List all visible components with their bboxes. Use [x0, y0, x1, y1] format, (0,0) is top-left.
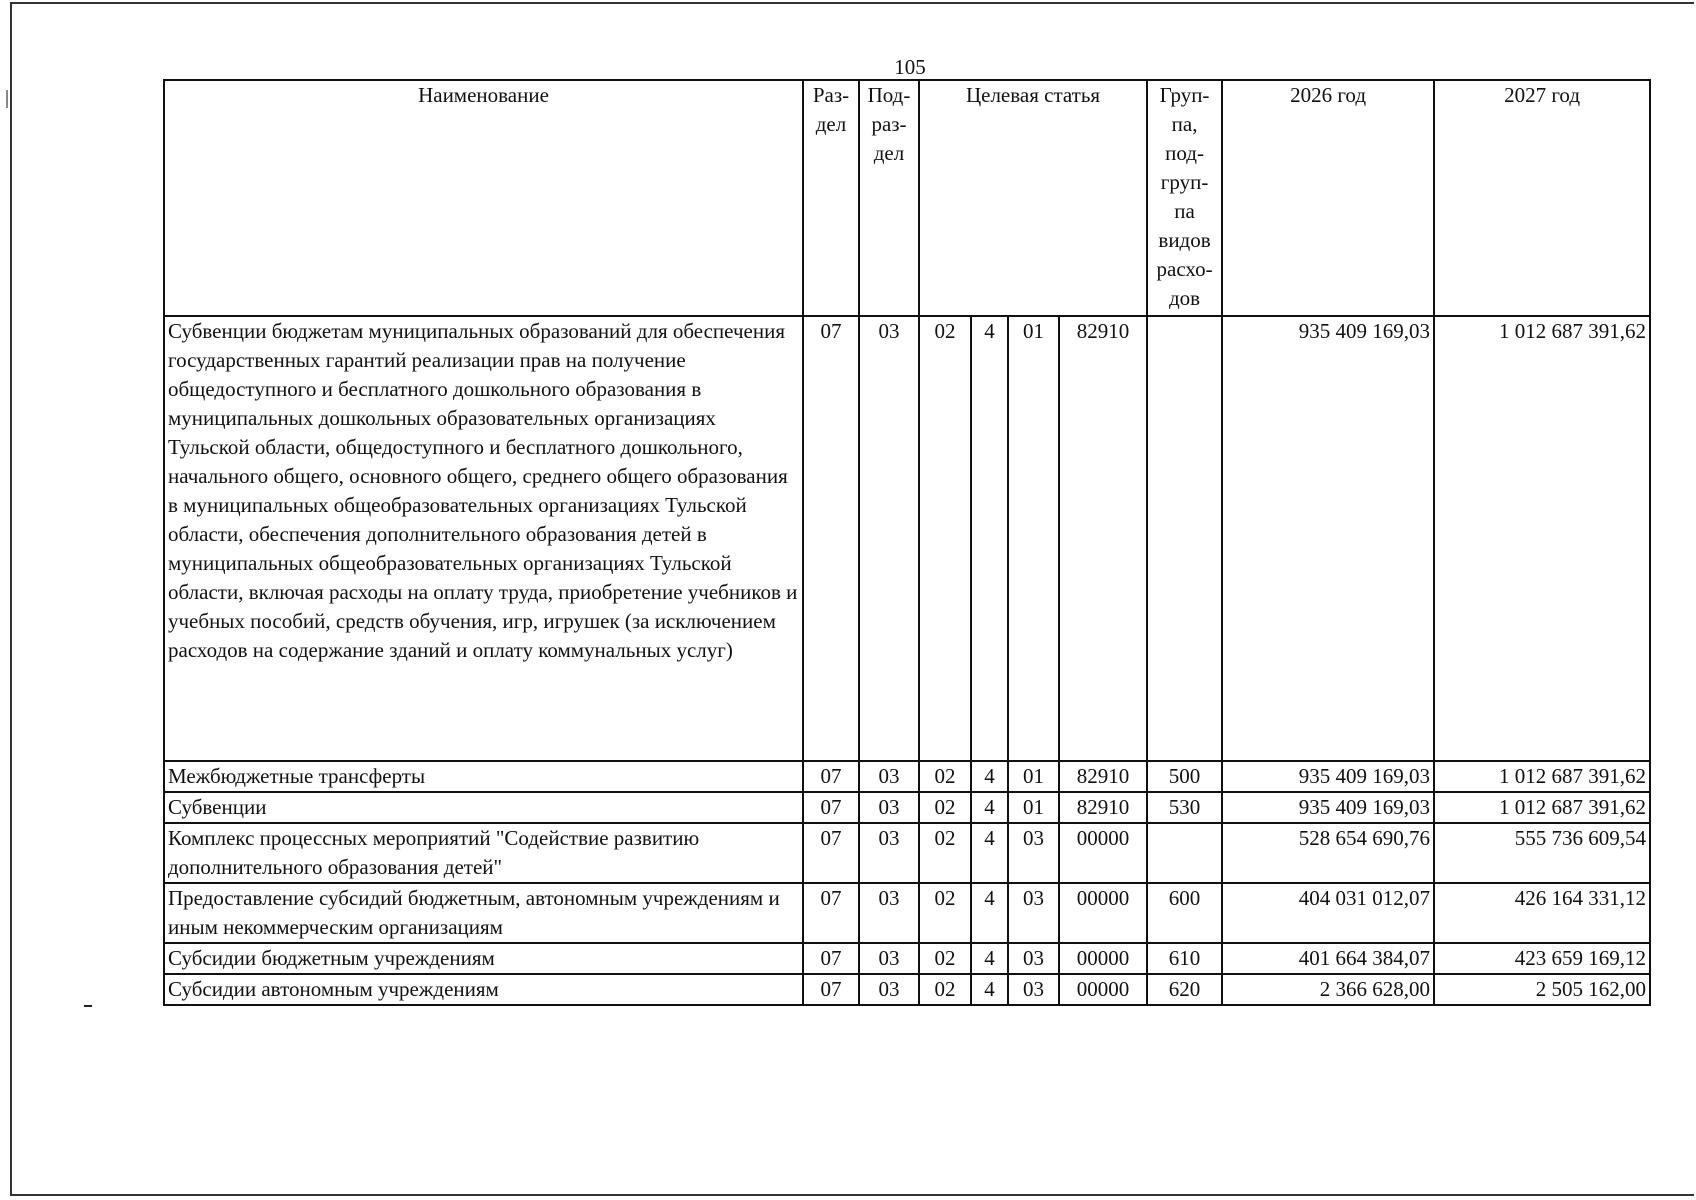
- row-podrazdel: 03: [859, 316, 919, 761]
- row-target-direction: 82910: [1059, 316, 1147, 761]
- row-podrazdel: 03: [859, 761, 919, 792]
- row-name: Межбюджетные трансферты: [164, 761, 803, 792]
- row-amount-2027: 1 012 687 391,62: [1434, 761, 1650, 792]
- row-target-complex: 01: [1008, 761, 1059, 792]
- row-target-type: 4: [971, 943, 1008, 974]
- row-expense-group: 610: [1147, 943, 1222, 974]
- row-target-program: 02: [919, 943, 971, 974]
- row-amount-2027: 423 659 169,12: [1434, 943, 1650, 974]
- row-podrazdel: 03: [859, 823, 919, 883]
- table-row: [164, 943, 1650, 974]
- row-razdel: 07: [803, 883, 859, 943]
- page-number: 105: [894, 55, 926, 79]
- row-target-complex: 03: [1008, 974, 1059, 1005]
- row-name: Предоставление субсидий бюджетным, автономным учреждениям и иным некоммерческим организациям: [164, 883, 803, 943]
- table-row: [164, 883, 1650, 943]
- row-name: Субвенции бюджетам муниципальных образований для обеспечения государственных гарантий реализации прав на получение общедоступного и бесплатного дошкольного образования в муниципальных дошкольных образовательных организациях Тульской области, общедоступного и бесплатного дошкольного, начального общего, основного общего, среднего общего образования в муниципальных общеобразовательных организациях Тульской области, обеспечения дополнительного образования детей в муниципальных общеобразовательных организациях Тульской области, включая расходы на оплату труда, приобретение учебников и учебных пособий, средств обучения, игр, игрушек (за исключением расходов на содержание зданий и оплату коммунальных услуг): [164, 316, 803, 761]
- row-podrazdel: 03: [859, 974, 919, 1005]
- row-target-type: 4: [971, 974, 1008, 1005]
- header-podrazdel: Под- раз- дел: [859, 80, 919, 316]
- header-name: Наименование: [164, 80, 803, 316]
- row-expense-group: [1147, 316, 1222, 761]
- table-row: [164, 823, 1650, 883]
- row-target-type: 4: [971, 316, 1008, 761]
- row-amount-2026: 404 031 012,07: [1222, 883, 1434, 943]
- table-row: [164, 316, 1650, 761]
- row-name: Комплекс процессных мероприятий "Содействие развитию дополнительного образования детей": [164, 823, 803, 883]
- row-name: Субвенции: [164, 792, 803, 823]
- row-target-program: 02: [919, 761, 971, 792]
- table-row: [164, 974, 1650, 1005]
- row-target-program: 02: [919, 823, 971, 883]
- row-target-direction: 00000: [1059, 883, 1147, 943]
- header-target-article: Целевая статья: [919, 80, 1147, 316]
- row-expense-group: 530: [1147, 792, 1222, 823]
- row-target-type: 4: [971, 883, 1008, 943]
- row-amount-2027: 1 012 687 391,62: [1434, 316, 1650, 761]
- row-target-direction: 00000: [1059, 943, 1147, 974]
- row-podrazdel: 03: [859, 883, 919, 943]
- table-row: [164, 792, 1650, 823]
- row-amount-2026: 401 664 384,07: [1222, 943, 1434, 974]
- row-expense-group: [1147, 823, 1222, 883]
- row-razdel: 07: [803, 792, 859, 823]
- row-razdel: 07: [803, 823, 859, 883]
- row-podrazdel: 03: [859, 943, 919, 974]
- header-year-2026: 2026 год: [1222, 80, 1434, 316]
- row-target-complex: 01: [1008, 792, 1059, 823]
- header-year-2027: 2027 год: [1434, 80, 1650, 316]
- header-row: [164, 80, 1650, 316]
- row-target-complex: 03: [1008, 943, 1059, 974]
- row-name: Субсидии автономным учреждениям: [164, 974, 803, 1005]
- row-target-program: 02: [919, 792, 971, 823]
- row-expense-group: 620: [1147, 974, 1222, 1005]
- row-amount-2027: 2 505 162,00: [1434, 974, 1650, 1005]
- margin-dash: [84, 1005, 92, 1007]
- row-razdel: 07: [803, 974, 859, 1005]
- row-expense-group: 600: [1147, 883, 1222, 943]
- row-target-program: 02: [919, 883, 971, 943]
- row-razdel: 07: [803, 761, 859, 792]
- table-row: [164, 761, 1650, 792]
- row-target-program: 02: [919, 974, 971, 1005]
- row-target-direction: 00000: [1059, 823, 1147, 883]
- row-target-type: 4: [971, 823, 1008, 883]
- row-name: Субсидии бюджетным учреждениям: [164, 943, 803, 974]
- row-target-type: 4: [971, 761, 1008, 792]
- row-razdel: 07: [803, 943, 859, 974]
- row-target-direction: 82910: [1059, 792, 1147, 823]
- row-target-complex: 01: [1008, 316, 1059, 761]
- row-target-type: 4: [971, 792, 1008, 823]
- row-target-complex: 03: [1008, 823, 1059, 883]
- row-target-direction: 82910: [1059, 761, 1147, 792]
- row-razdel: 07: [803, 316, 859, 761]
- row-amount-2027: 555 736 609,54: [1434, 823, 1650, 883]
- row-amount-2027: 426 164 331,12: [1434, 883, 1650, 943]
- row-expense-group: 500: [1147, 761, 1222, 792]
- row-target-direction: 00000: [1059, 974, 1147, 1005]
- row-amount-2026: 935 409 169,03: [1222, 761, 1434, 792]
- row-amount-2026: 2 366 628,00: [1222, 974, 1434, 1005]
- row-target-complex: 03: [1008, 883, 1059, 943]
- row-podrazdel: 03: [859, 792, 919, 823]
- row-amount-2027: 1 012 687 391,62: [1434, 792, 1650, 823]
- row-target-program: 02: [919, 316, 971, 761]
- row-amount-2026: 935 409 169,03: [1222, 792, 1434, 823]
- row-amount-2026: 528 654 690,76: [1222, 823, 1434, 883]
- budget-table: [163, 79, 1651, 1006]
- scan-mark: [6, 90, 8, 108]
- header-razdel: Раз- дел: [803, 80, 859, 316]
- row-amount-2026: 935 409 169,03: [1222, 316, 1434, 761]
- header-expense-group: Груп- па, под- груп- па видов расхо- дов: [1147, 80, 1222, 316]
